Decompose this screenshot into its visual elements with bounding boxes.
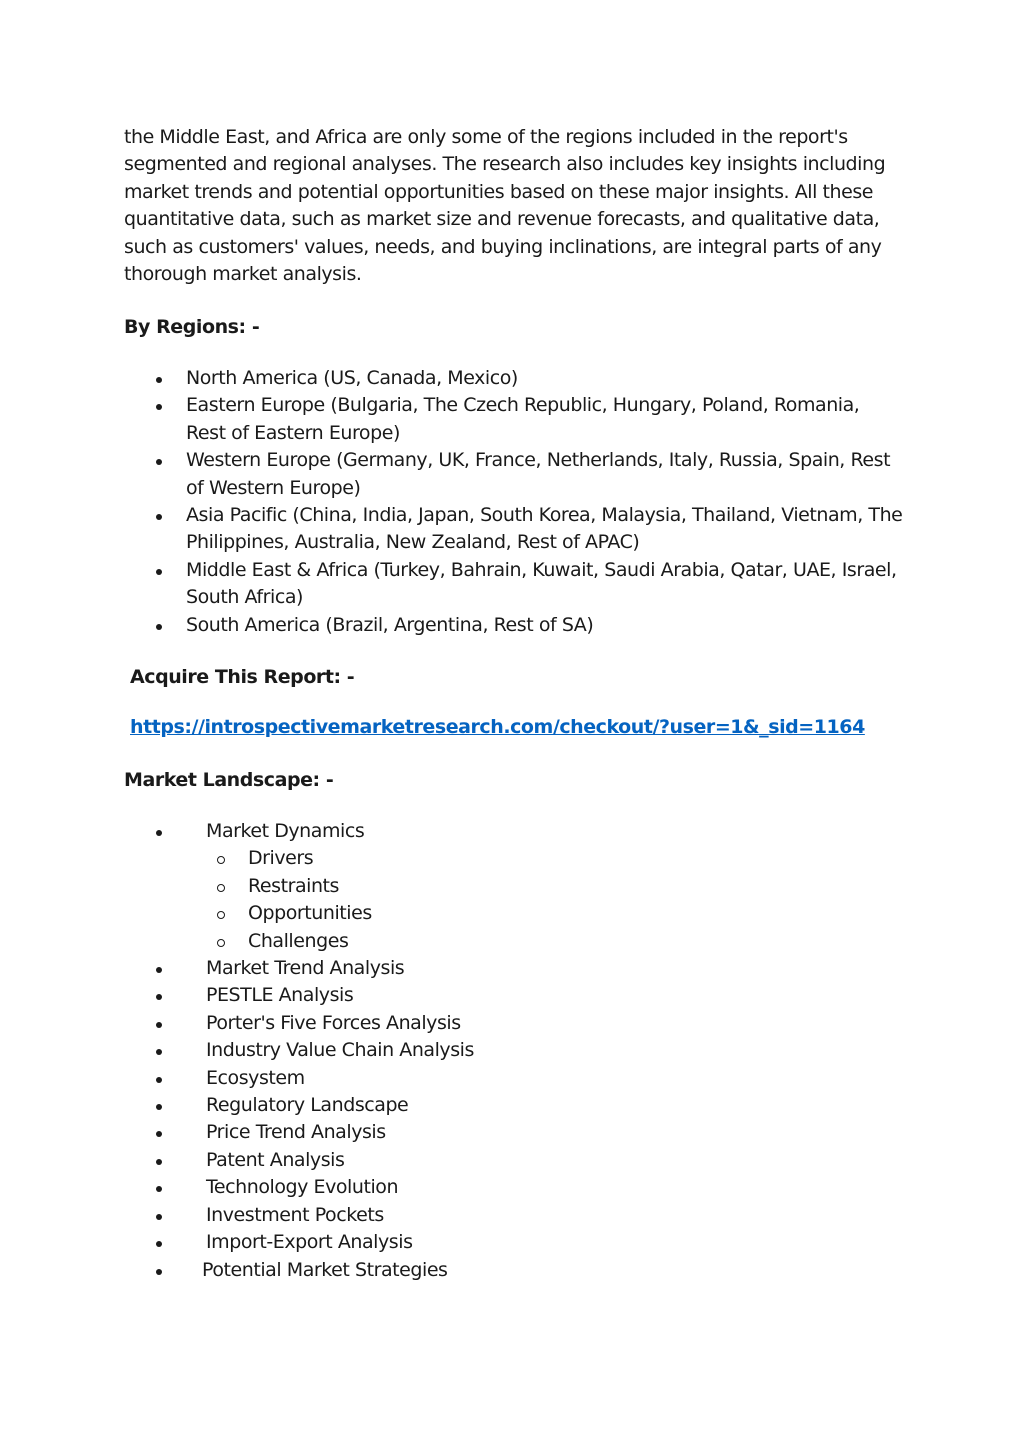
circle-bullet-icon [217,939,225,947]
list-item: Market Trend Analysis [124,955,904,982]
list-item: Regulatory Landscape [124,1092,904,1119]
list-item: Patent Analysis [124,1147,904,1174]
sub-list-item: Challenges [124,928,904,955]
list-item: Industry Value Chain Analysis [124,1037,904,1064]
sub-list-item: Opportunities [124,900,904,927]
landscape-list [124,818,904,1284]
circle-bullet-icon [217,911,225,919]
list-item: Investment Pockets [124,1202,904,1229]
regions-heading: By Regions: - [124,316,260,338]
list-item: Import-Export Analysis [124,1229,904,1256]
list-item: Asia Pacific (China, India, Japan, South Korea, Malaysia, Thailand, Vietnam, The Philippines, Australia, New Zealand, Rest of APAC) [124,502,904,557]
list-item: Technology Evolution [124,1174,904,1201]
intro-paragraph: the Middle East, and Africa are only some of the regions included in the report's segmented and regional analyses. The research also includes key insights including market trends and potential opportunities based on these major insights. All these quantitative data, such as market size and revenue forecasts, and qualitative data, such as customers' values, needs, and buying inclinations, are integral parts of any thorough market analysis. [124,126,886,286]
checkout-link[interactable]: https://introspectivemarketresearch.com/checkout/?user=1&_sid=1164 [130,716,865,738]
list-item: Market Dynamics [124,818,904,845]
list-item: Eastern Europe (Bulgaria, The Czech Republic, Hungary, Poland, Romania, Rest of Eastern Europe) [124,392,904,447]
circle-bullet-icon [217,884,225,892]
sub-list-item: Restraints [124,873,904,900]
list-item: Western Europe (Germany, UK, France, Netherlands, Italy, Russia, Spain, Rest of Western Europe) [124,447,904,502]
landscape-heading: Market Landscape: - [124,769,334,791]
circle-bullet-icon [217,856,225,864]
list-item: Potential Market Strategies [124,1257,904,1284]
list-item: Porter's Five Forces Analysis [124,1010,904,1037]
list-item: South America (Brazil, Argentina, Rest of SA) [124,612,904,639]
sub-list-item: Drivers [124,845,904,872]
list-item: Middle East & Africa (Turkey, Bahrain, Kuwait, Saudi Arabia, Qatar, UAE, Israel, South Africa) [124,557,904,612]
list-item: Ecosystem [124,1065,904,1092]
acquire-heading: Acquire This Report: - [130,666,355,688]
list-item: Price Trend Analysis [124,1119,904,1146]
regions-list [124,365,904,639]
list-item: North America (US, Canada, Mexico) [124,365,904,392]
list-item: PESTLE Analysis [124,982,904,1009]
